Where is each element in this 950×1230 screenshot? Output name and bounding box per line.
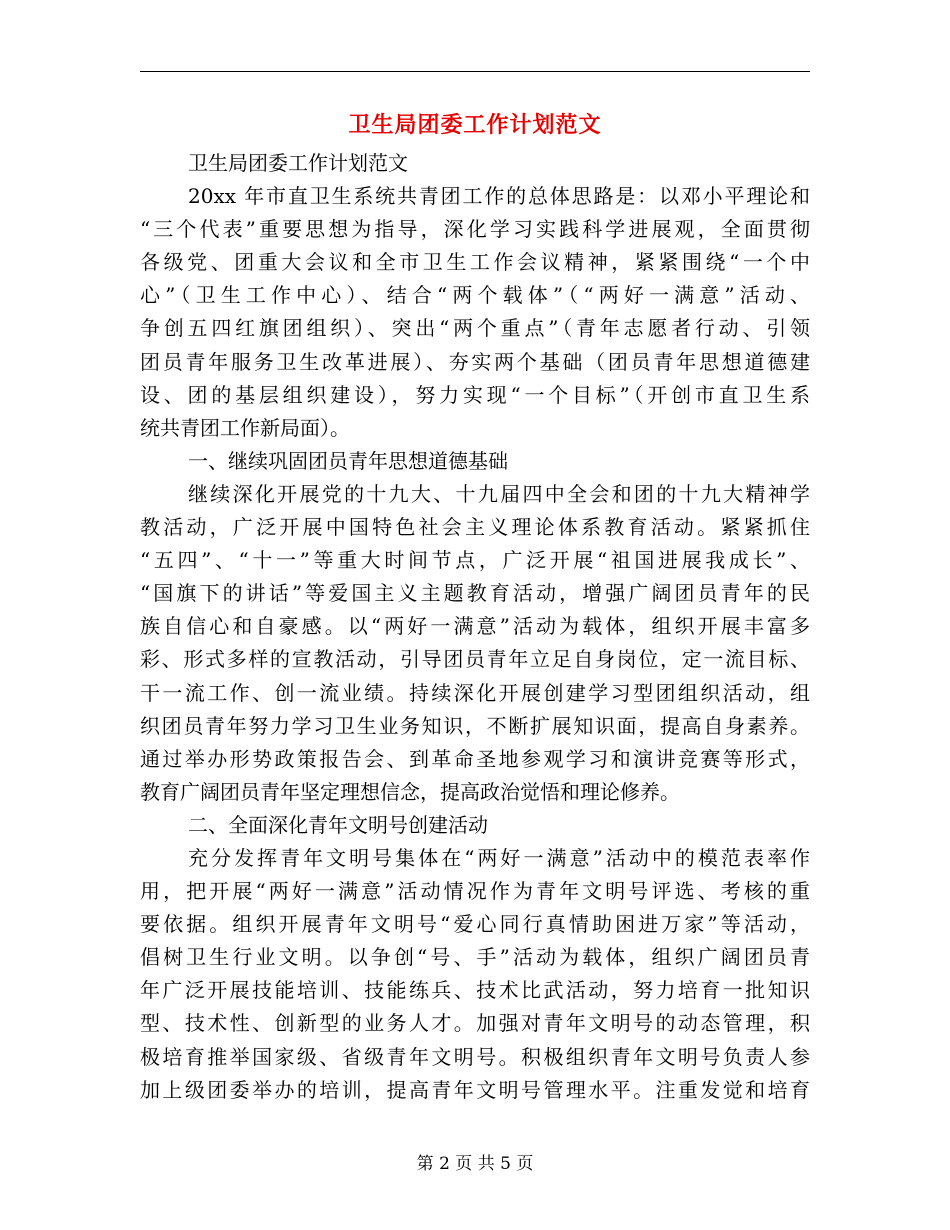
body-line: 年广泛开展技能培训、技能练兵、技术比武活动，努力培育一批知识 [140, 978, 810, 1003]
body-line: 用，把开展“两好一满意”活动情况作为青年文明号评选、考核的重 [140, 879, 810, 904]
page-number-footer: 第 2 页 共 5 页 [416, 1154, 534, 1174]
body-line: 要依据。组织开展青年文明号“爱心同行真情助困进万家”等活动， [140, 912, 810, 937]
body-line: 干一流工作、创一流业绩。持续深化开展创建学习型团组织活动，组 [140, 680, 810, 705]
body-line: 20xx 年市直卫生系统共青团工作的总体思路是：以邓小平理论和 [188, 184, 810, 209]
body-line: 统共青团工作新局面）。 [140, 415, 350, 440]
body-line: “五四”、“十一”等重大时间节点，广泛开展“祖国进展我成长”、 [140, 548, 810, 573]
body-line: 各级党、团重大会议和全市卫生工作会议精神，紧紧围绕“一个中 [140, 250, 810, 275]
section-heading: 二、全面深化青年文明号创建活动 [188, 812, 488, 837]
body-line: 织团员青年努力学习卫生业务知识，不断扩展知识面，提高自身素养。 [140, 713, 810, 738]
body-line: 卫生局团委工作计划范文 [188, 151, 408, 175]
header-rule [140, 71, 810, 72]
body-line: “国旗下的讲话”等爱国主义主题教育活动，增强广阔团员青年的民 [140, 581, 810, 606]
body-line: 族自信心和自豪感。以“两好一满意”活动为载体，组织开展丰富多 [140, 614, 810, 639]
document-title: 卫生局团委工作计划范文 [348, 113, 602, 138]
body-line: “三个代表”重要思想为指导，深化学习实践科学进展观，全面贯彻 [140, 217, 810, 242]
body-line: 加上级团委举办的培训，提高青年文明号管理水平。注重发觉和培育 [140, 1077, 810, 1102]
body-line: 充分发挥青年文明号集体在“两好一满意”活动中的模范表率作 [188, 845, 810, 870]
body-line: 设、团的基层组织建设），努力实现“一个目标”（开创市直卫生系 [140, 382, 810, 407]
body-line: 通过举办形势政策报告会、到革命圣地参观学习和演讲竞赛等形式， [140, 746, 810, 771]
section-heading: 一、继续巩固团员青年思想道德基础 [188, 448, 508, 473]
body-line: 继续深化开展党的十九大、十九届四中全会和团的十九大精神学 [188, 481, 810, 506]
body-line: 倡树卫生行业文明。以争创“号、手”活动为载体，组织广阔团员青 [140, 945, 810, 970]
document-body [140, 147, 810, 1107]
body-line: 教活动，广泛开展中国特色社会主义理论体系教育活动。紧紧抓住 [140, 515, 810, 540]
body-line: 极培育推举国家级、省级青年文明号。积极组织青年文明号负责人参 [140, 1044, 810, 1069]
body-line: 团员青年服务卫生改革进展）、夯实两个基础（团员青年思想道德建 [140, 349, 810, 374]
body-line: 争创五四红旗团组织）、突出“两个重点”（青年志愿者行动、引领 [140, 316, 810, 341]
body-line: 型、技术性、创新型的业务人才。加强对青年文明号的动态管理，积 [140, 1011, 810, 1036]
body-line: 心”（卫生工作中心）、结合“两个载体”（“两好一满意”活动、 [140, 283, 810, 308]
body-line: 彩、形式多样的宣教活动，引导团员青年立足自身岗位，定一流目标、 [140, 647, 810, 672]
body-line: 教育广阔团员青年坚定理想信念，提高政治觉悟和理论修养。 [140, 779, 680, 804]
